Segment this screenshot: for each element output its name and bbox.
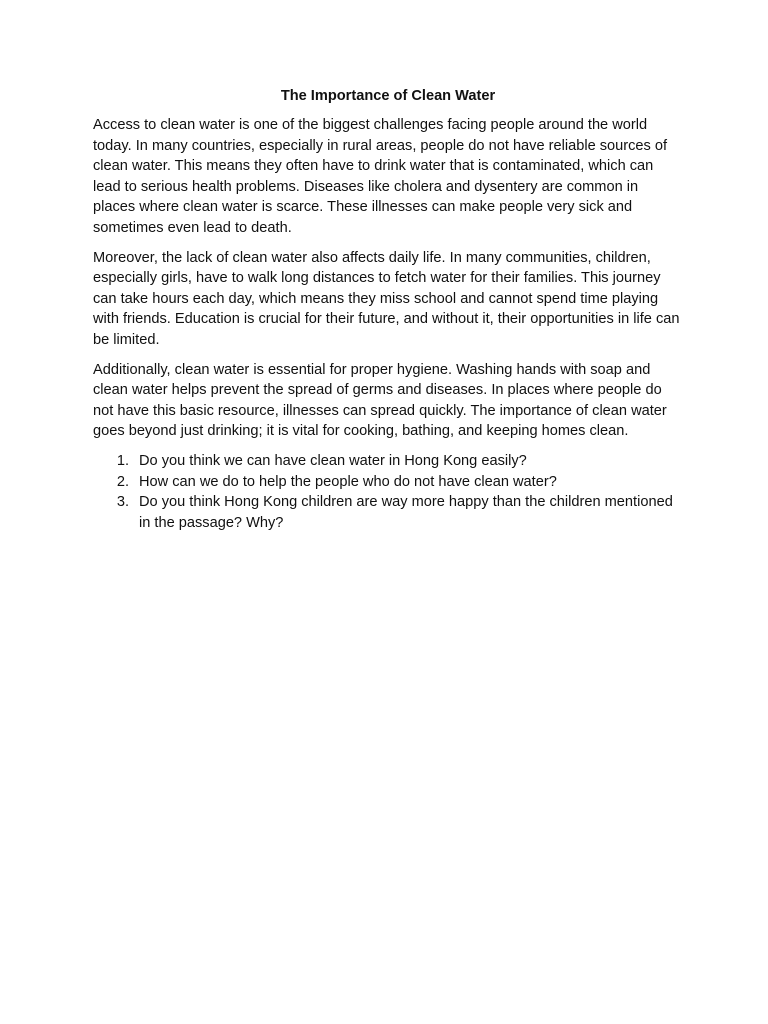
question-list — [93, 451, 683, 533]
question-number: 1. — [116, 452, 129, 469]
question-item — [93, 472, 683, 493]
document-content — [93, 86, 683, 533]
paragraph-access: Access to clean water is one of the biggest challenges facing people around the world today. In many countries, especially in rural areas, people do not have reliable sources of clean water. This means they often have to drink water that is contaminated, which can lead to serious health problems. Diseases like cholera and dysentery are common in places where clean water is scarce. These illnesses can make people very sick and sometimes even lead to death. — [93, 117, 668, 236]
paragraph-daily-life: Moreover, the lack of clean water also affects daily life. In many communities, children, especially girls, have to walk long distances to fetch water for their families. This journey can take hours each day, which means they miss school and cannot spend time playing with friends. Education is crucial for their future, and without it, their opportunities in life can be limited. — [93, 249, 680, 348]
question-number: 3. — [116, 494, 129, 511]
question-item — [93, 451, 683, 472]
paragraph-hygiene: Additionally, clean water is essential for proper hygiene. Washing hands with soap and clean water helps prevent the spread of germs and diseases. In places where people do not have this basic resource, illnesses can spread quickly. The importance of clean water goes beyond just drinking; it is vital for cooking, bathing, and keeping homes clean. — [93, 361, 667, 440]
question-number: 2. — [116, 473, 129, 490]
question-text: How can we do to help the people who do not have clean water? — [139, 473, 557, 490]
question-item — [93, 492, 683, 533]
question-text: Do you think we can have clean water in Hong Kong easily? — [139, 452, 527, 469]
question-text: Do you think Hong Kong children are way more happy than the children mentioned in the passage? Why? — [139, 494, 673, 531]
document-title: The Importance of Clean Water — [280, 88, 496, 104]
